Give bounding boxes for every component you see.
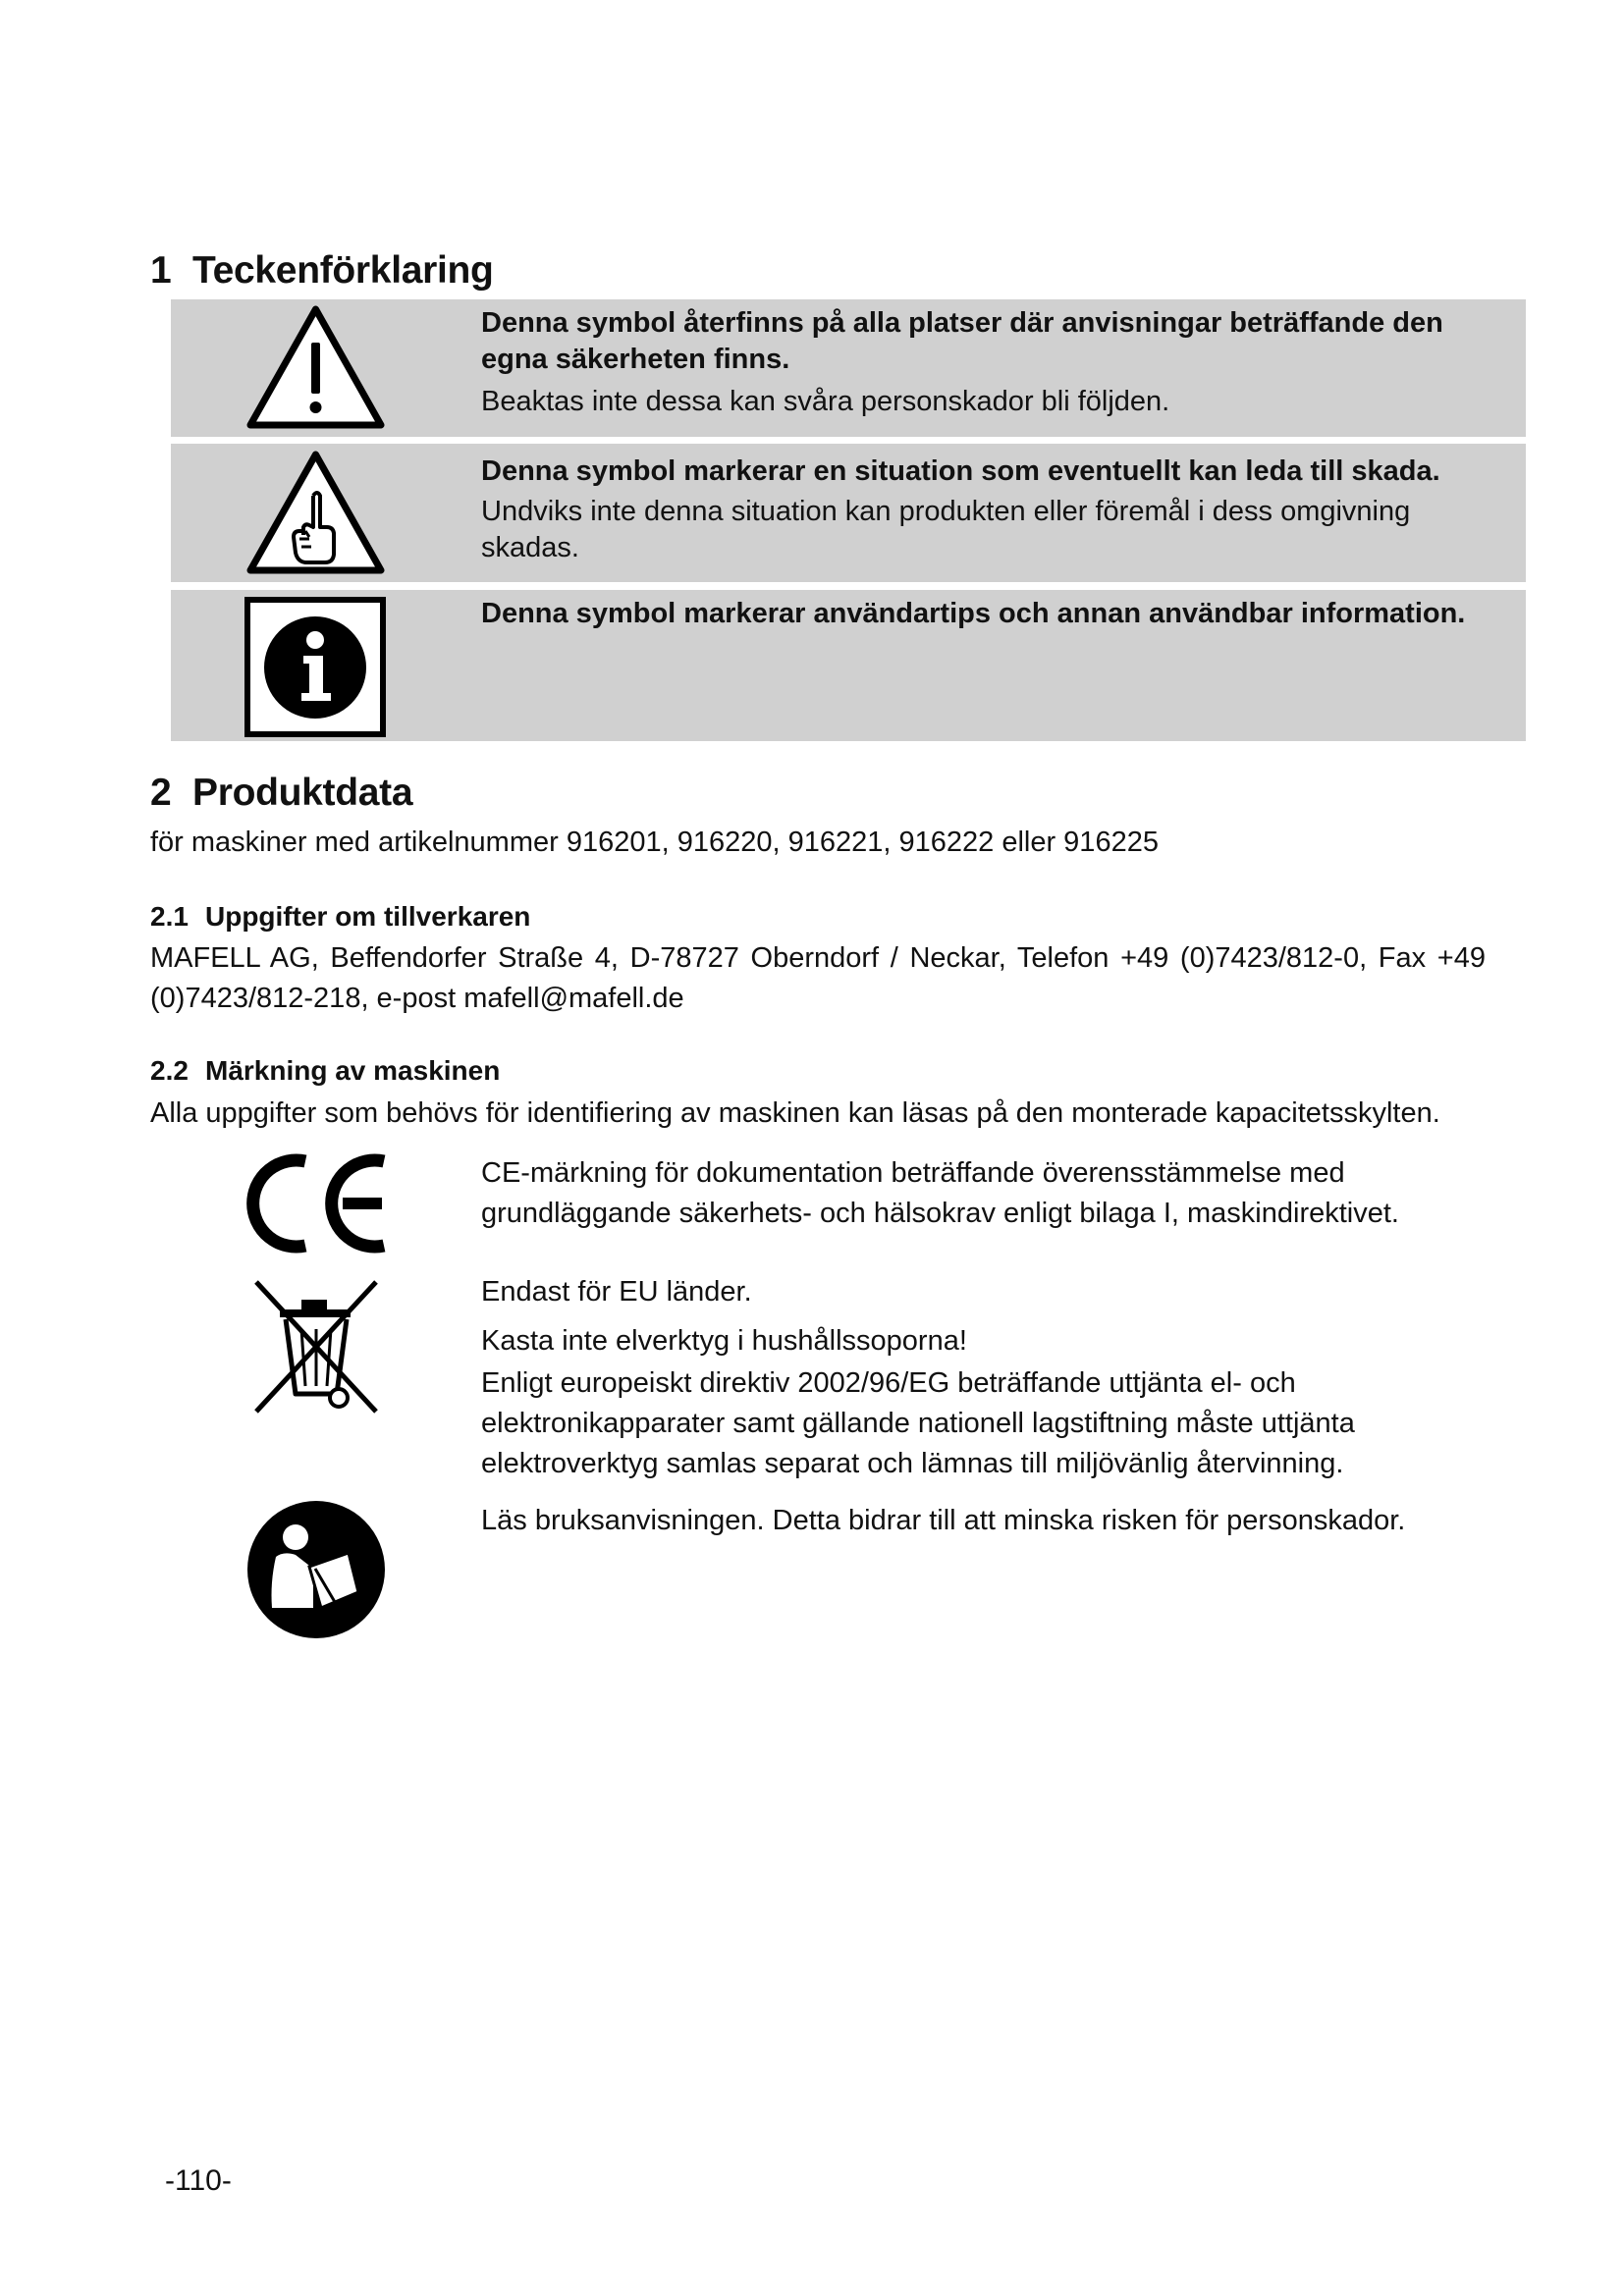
section-1-number: 1 [150, 249, 172, 292]
warning-exclamation-icon [244, 303, 387, 438]
symbol-row-warning [171, 299, 1526, 437]
read-manual-icon [244, 1498, 388, 1646]
section-2-number: 2 [150, 772, 172, 814]
subsection-2-1-title: Uppgifter om tillverkaren [205, 901, 531, 932]
section-2-heading [150, 772, 412, 815]
section-1-title: Teckenförklaring [192, 249, 494, 292]
page-number: -110- [165, 2164, 232, 2197]
symbol-row-info [171, 590, 1526, 741]
read-manual-text: Läs bruksanvisningen. Detta bidrar till att minska risken för personskador. [481, 1505, 1406, 1536]
symbol-warning-text: Beaktas inte dessa kan svåra personskador bli följden. [481, 386, 1170, 417]
symbol-row-caution [171, 444, 1526, 582]
manufacturer-info: MAFELL AG, Beffendorfer Straße 4, D-78727 Oberndorf / Neckar, Telefon +49 (0)7423/812-0, Fax +49 (0)7423/812-218, e-post mafell@mafell.de [150, 942, 1486, 1014]
section-2-intro: för maskiner med artikelnummer 916201, 916220, 916221, 916222 eller 916225 [150, 827, 1159, 858]
section-1-heading [150, 249, 494, 293]
caution-hand-icon [244, 449, 387, 583]
symbol-info-title: Denna symbol markerar användartips och annan användbar information. [481, 598, 1466, 629]
subsection-2-2-title: Märkning av maskinen [205, 1055, 501, 1086]
symbol-caution-title: Denna symbol markerar en situation som eventuellt kan leda till skada. [481, 455, 1440, 487]
weee-line-1: Endast för EU länder. [481, 1276, 752, 1308]
machine-marking-text: Alla uppgifter som behövs för identifiering av maskinen kan läsas på den monterade kapacitetsskylten. [150, 1097, 1440, 1129]
subsection-2-1-heading [150, 901, 530, 933]
weee-line-2: Kasta inte elverktyg i hushållssoporna! [481, 1325, 967, 1357]
symbol-warning-title: Denna symbol återfinns på alla platser där anvisningar beträffande den egna säkerheten finns. [481, 307, 1443, 375]
weee-line-3: Enligt europeiskt direktiv 2002/96/EG beträffande uttjänta el- och elektronikapparater samt gällande nationell lagstiftning måste uttjänta elektroverktyg samlas separat och lämnas till miljövänlig återvinning. [481, 1367, 1355, 1479]
ce-mark-icon [244, 1153, 388, 1258]
subsection-2-1-number: 2.1 [150, 901, 189, 932]
subsection-2-2-heading [150, 1055, 500, 1087]
symbol-caution-text: Undviks inte denna situation kan produkten eller föremål i dess omgivning skadas. [481, 496, 1411, 563]
ce-mark-text: CE-märkning för dokumentation beträffande överensstämmelse med grundläggande säkerhets- och hälsokrav enligt bilaga I, maskindirektivet. [481, 1157, 1399, 1229]
info-icon [244, 597, 386, 742]
section-2-title: Produktdata [192, 772, 413, 814]
subsection-2-2-number: 2.2 [150, 1055, 189, 1086]
crossed-bin-icon [250, 1276, 384, 1420]
